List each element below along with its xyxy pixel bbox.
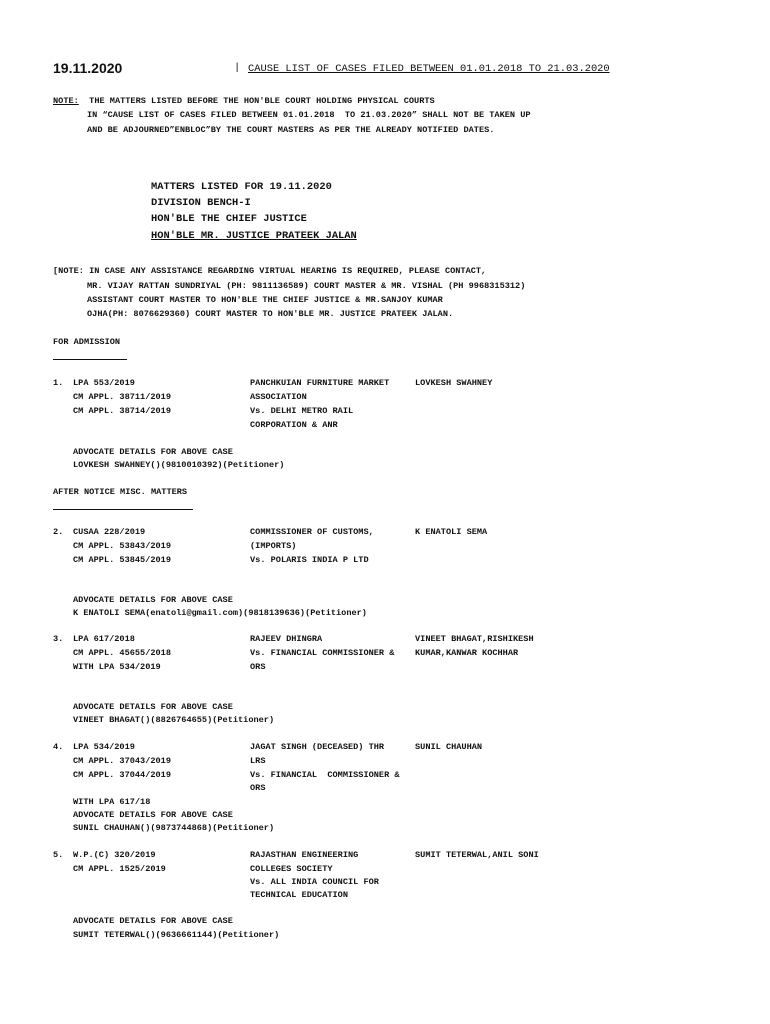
advocate-details: SUMIT TETERWAL()(9636661144)(Petitioner) <box>73 930 280 940</box>
note-label: NOTE: <box>53 96 79 106</box>
case-party: Vs. ALL INDIA COUNCIL FOR <box>250 877 379 887</box>
judge-1: HON'BLE THE CHIEF JUSTICE <box>151 213 307 225</box>
case-party: COLLEGES SOCIETY <box>250 864 333 874</box>
advocate-details-label: ADVOCATE DETAILS FOR ABOVE CASE <box>73 810 233 820</box>
case-party: ORS <box>250 783 266 793</box>
case-party: TECHNICAL EDUCATION <box>250 890 348 900</box>
list-date: 19.11.2020 <box>53 60 123 76</box>
note-line-3: AND BE ADJOURNED”ENBLOC”BY THE COURT MASTERS AS PER THE ALREADY NOTIFIED DATES. <box>87 125 495 135</box>
case-party: Vs. DELHI METRO RAIL <box>250 406 354 416</box>
header-separator: | <box>234 62 241 74</box>
vc-note-line-2: MR. VIJAY RATTAN SUNDRIYAL (PH: 9811136589) COURT MASTER & MR. VISHAL (PH 9968315312) <box>87 281 526 291</box>
case-advocates: VINEET BHAGAT,RISHIKESH <box>415 634 534 644</box>
case-party: RAJEEV DHINGRA <box>250 634 323 644</box>
case-advocates: SUMIT TETERWAL,ANIL SONI <box>415 850 539 860</box>
advocate-details-label: ADVOCATE DETAILS FOR ABOVE CASE <box>73 447 233 457</box>
case-appl: CM APPL. 37044/2019 <box>73 770 171 780</box>
section-heading-after-notice: AFTER NOTICE MISC. MATTERS <box>53 487 188 497</box>
case-number: 3. <box>53 634 64 644</box>
case-file-no: LPA 553/2019 <box>73 378 135 388</box>
judge-2: HON'BLE MR. JUSTICE PRATEEK JALAN <box>151 230 357 242</box>
case-advocates: KUMAR,KANWAR KOCHHAR <box>415 648 519 658</box>
case-party: CORPORATION & ANR <box>250 420 338 430</box>
advocate-details: VINEET BHAGAT()(8826764655)(Petitioner) <box>73 715 275 725</box>
case-tagged-with: WITH LPA 617/18 <box>73 797 151 807</box>
case-number: 5. <box>53 850 64 860</box>
advocate-details-label: ADVOCATE DETAILS FOR ABOVE CASE <box>73 916 233 926</box>
case-file-no: LPA 617/2018 <box>73 634 135 644</box>
case-number: 2. <box>53 527 64 537</box>
case-party: Vs. FINANCIAL COMMISSIONER & <box>250 648 395 658</box>
case-appl: CM APPL. 53845/2019 <box>73 555 171 565</box>
case-file-no: W.P.(C) 320/2019 <box>73 850 156 860</box>
case-party: Vs. POLARIS INDIA P LTD <box>250 555 369 565</box>
case-advocates: SUNIL CHAUHAN <box>415 742 483 752</box>
advocate-details: K ENATOLI SEMA(enatoli@gmail.com)(9818139636)(Petitioner) <box>73 608 367 618</box>
case-advocates: LOVKESH SWAHNEY <box>415 378 493 388</box>
case-advocates: K ENATOLI SEMA <box>415 527 488 537</box>
vc-note-line-4: OJHA(PH: 8076629360) COURT MASTER TO HON'BLE MR. JUSTICE PRATEEK JALAN. <box>87 309 454 319</box>
case-party: (IMPORTS) <box>250 541 297 551</box>
note-line-2: IN “CAUSE LIST OF CASES FILED BETWEEN 01.01.2018 TO 21.03.2020” SHALL NOT BE TAKEN UP <box>87 110 531 120</box>
advocate-details: LOVKESH SWAHNEY()(9810010392)(Petitioner) <box>73 460 285 470</box>
note-line-1: THE MATTERS LISTED BEFORE THE HON'BLE COURT HOLDING PHYSICAL COURTS <box>84 96 435 106</box>
case-file-no: CUSAA 228/2019 <box>73 527 146 537</box>
vc-note-line-3: ASSISTANT COURT MASTER TO HON'BLE THE CHIEF JUSTICE & MR.SANJOY KUMAR <box>87 295 443 305</box>
case-party: RAJASTHAN ENGINEERING <box>250 850 359 860</box>
case-party: Vs. FINANCIAL COMMISSIONER & <box>250 770 400 780</box>
case-party: JAGAT SINGH (DECEASED) THR <box>250 742 385 752</box>
case-appl: CM APPL. 38714/2019 <box>73 406 171 416</box>
case-appl: CM APPL. 1525/2019 <box>73 864 166 874</box>
case-party: ORS <box>250 662 266 672</box>
case-number: 1. <box>53 378 64 388</box>
case-party: COMMISSIONER OF CUSTOMS, <box>250 527 374 537</box>
case-appl: CM APPL. 38711/2019 <box>73 392 171 402</box>
case-appl: CM APPL. 37043/2019 <box>73 756 171 766</box>
case-file-no: LPA 534/2019 <box>73 742 135 752</box>
case-appl: CM APPL. 53843/2019 <box>73 541 171 551</box>
section-underline <box>53 509 193 510</box>
advocate-details-label: ADVOCATE DETAILS FOR ABOVE CASE <box>73 702 233 712</box>
case-party: PANCHKUIAN FURNITURE MARKET <box>250 378 390 388</box>
case-appl: CM APPL. 45655/2018 <box>73 648 171 658</box>
case-party: LRS <box>250 756 266 766</box>
section-heading-admission: FOR ADMISSION <box>53 337 121 347</box>
advocate-details: SUNIL CHAUHAN()(9873744868)(Petitioner) <box>73 823 275 833</box>
case-party: ASSOCIATION <box>250 392 307 402</box>
cause-list-title: CAUSE LIST OF CASES FILED BETWEEN 01.01.2018 TO 21.03.2020 <box>248 63 610 75</box>
advocate-details-label: ADVOCATE DETAILS FOR ABOVE CASE <box>73 595 233 605</box>
case-tagged-with: WITH LPA 534/2019 <box>73 662 161 672</box>
matters-listed-for: MATTERS LISTED FOR 19.11.2020 <box>151 181 332 193</box>
division-bench: DIVISION BENCH-I <box>151 197 251 209</box>
case-number: 4. <box>53 742 64 752</box>
section-underline <box>53 359 127 360</box>
vc-note-line-1: [NOTE: IN CASE ANY ASSISTANCE REGARDING VIRTUAL HEARING IS REQUIRED, PLEASE CONTACT, <box>53 266 487 276</box>
